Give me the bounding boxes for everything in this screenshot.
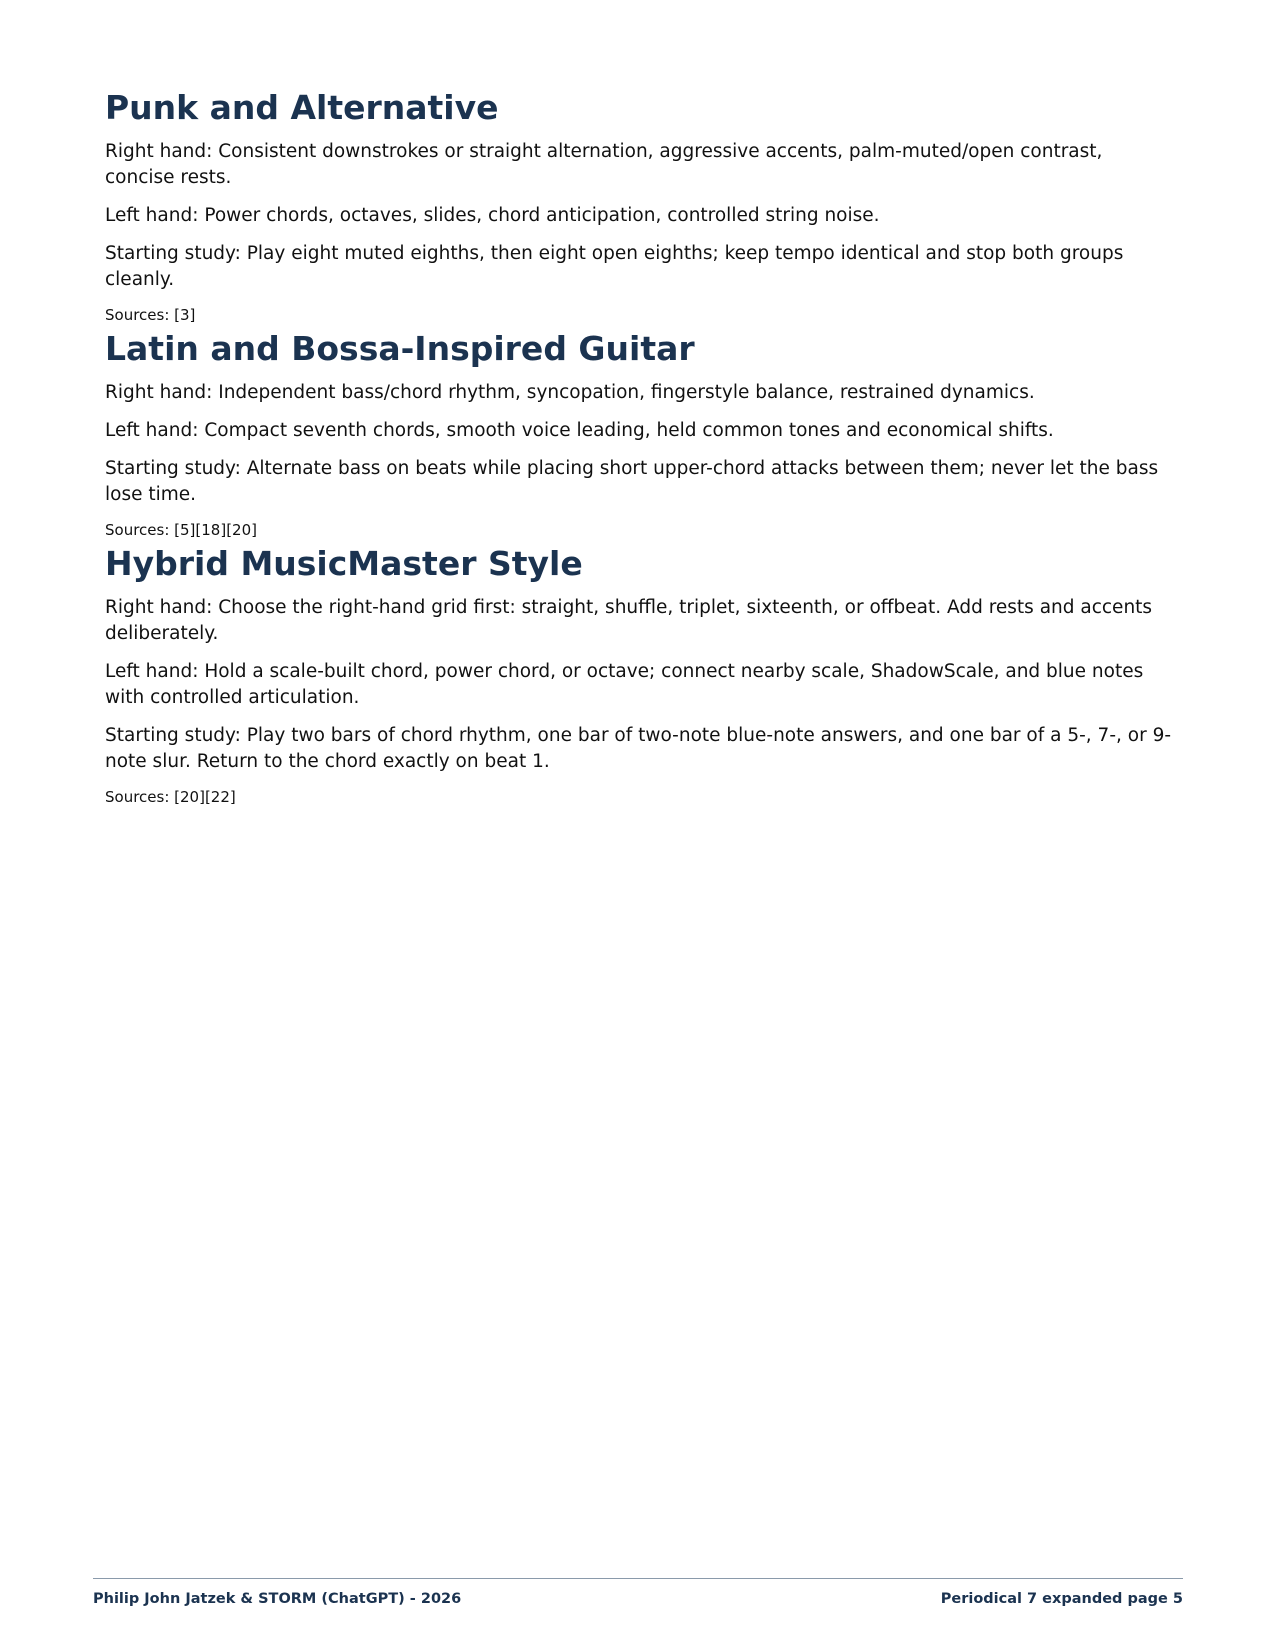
- starting-study-paragraph: Starting study: Play eight muted eighths, then eight open eighths; keep tempo identical and stop both groups cleanly.: [105, 243, 1124, 290]
- starting-study-paragraph: Starting study: Alternate bass on beats while placing short upper-chord attacks between them; never let the bass lose time.: [105, 458, 1159, 505]
- page-content: [105, 88, 1175, 811]
- right-hand-paragraph: Right hand: Consistent downstrokes or straight alternation, aggressive accents, palm-muted/open contrast, concise rests.: [105, 141, 1103, 188]
- section-latin-bossa: [105, 329, 1175, 540]
- sources-note: Sources: [20][22]: [105, 788, 236, 806]
- page-footer: [93, 1578, 1183, 1607]
- footer-author: Philip John Jatzek & STORM (ChatGPT) - 2026: [93, 1591, 462, 1607]
- footer-page-number: Periodical 7 expanded page 5: [940, 1591, 1183, 1607]
- left-hand-paragraph: Left hand: Compact seventh chords, smooth voice leading, held common tones and economical shifts.: [105, 420, 1054, 441]
- sources-note: Sources: [5][18][20]: [105, 521, 257, 539]
- left-hand-paragraph: Left hand: Hold a scale-built chord, power chord, or octave; connect nearby scale, ShadowScale, and blue notes with controlled articulation.: [105, 661, 1144, 708]
- section-title: Punk and Alternative: [105, 88, 499, 127]
- starting-study-paragraph: Starting study: Play two bars of chord rhythm, one bar of two-note blue-note answers, and one bar of a 5-, 7-, or 9-note slur. Return to the chord exactly on beat 1.: [105, 725, 1172, 772]
- right-hand-paragraph: Right hand: Independent bass/chord rhythm, syncopation, fingerstyle balance, restrained dynamics.: [105, 382, 1035, 403]
- section-punk-alternative: [105, 88, 1175, 325]
- section-title: Hybrid MusicMaster Style: [105, 544, 583, 583]
- left-hand-paragraph: Left hand: Power chords, octaves, slides, chord anticipation, controlled string noise.: [105, 205, 880, 226]
- section-hybrid-musicmaster: [105, 544, 1175, 807]
- right-hand-paragraph: Right hand: Choose the right-hand grid first: straight, shuffle, triplet, sixteenth, or offbeat. Add rests and accents deliberately.: [105, 597, 1153, 644]
- sources-note: Sources: [3]: [105, 306, 196, 324]
- section-title: Latin and Bossa-Inspired Guitar: [105, 329, 695, 368]
